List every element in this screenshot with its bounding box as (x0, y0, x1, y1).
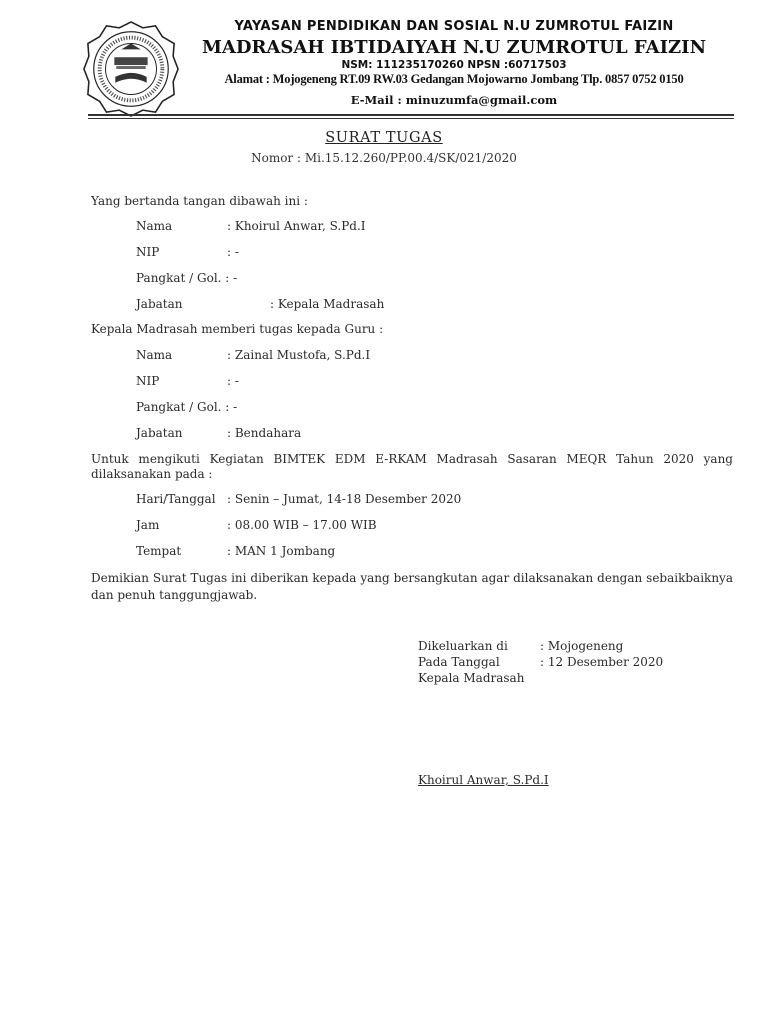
assignee-position-label: Jabatan (136, 426, 183, 440)
event-time-label: Jam (136, 518, 160, 532)
intro-text: Yang bertanda tangan dibawah ini : (91, 194, 308, 208)
event-place-label: Tempat (136, 544, 182, 558)
assignee-position-value: : Bendahara (227, 426, 302, 440)
assignee-nip-value: : - (227, 374, 239, 388)
school-name: MADRASAH IBTIDAIYAH N.U ZUMROTUL FAIZIN (201, 37, 707, 58)
event-place-value: : MAN 1 Jombang (227, 544, 336, 558)
assignment-intro: Kepala Madrasah memberi tugas kepada Guru : (91, 322, 384, 336)
assignee-name-value: : Zainal Mustofa, S.Pd.I (227, 348, 371, 362)
signer-rank-row: Pangkat / Gol. : - (136, 271, 238, 285)
signature-name: Khoirul Anwar, S.Pd.I (418, 773, 549, 787)
event-date-label: Hari/Tanggal (136, 492, 216, 506)
letterhead-divider-thick (88, 114, 734, 116)
issued-date-value: : 12 Desember 2020 (540, 655, 664, 669)
school-address: Alamat : Mojogeneng RT.09 RW.03 Gedangan Mojowarno Jombang Tlp. 0857 0752 0150 (224, 72, 684, 86)
signer-nip-label: NIP (136, 245, 160, 259)
school-email: E-Mail : minuzumfa@gmail.com (350, 93, 558, 107)
signer-nip-value: : - (227, 245, 239, 259)
madrasah-logo (82, 20, 180, 118)
signer-position-value: : Kepala Madrasah (270, 297, 385, 311)
issued-place-value: : Mojogeneng (540, 639, 624, 653)
assignee-name-label: Nama (136, 348, 173, 362)
event-date-value: : Senin – Jumat, 14-18 Desember 2020 (227, 492, 462, 506)
issued-place-label: Dikeluarkan di (418, 639, 508, 653)
signer-name-value: : Khoirul Anwar, S.Pd.I (227, 219, 366, 233)
signer-position-label: Jabatan (136, 297, 183, 311)
letter-number: Nomor : Mi.15.12.260/PP.00.4/SK/021/2020 (251, 151, 517, 165)
assignee-rank-row: Pangkat / Gol. : - (136, 400, 238, 414)
letterhead-divider-thin (88, 118, 734, 119)
foundation-name: YAYASAN PENDIDIKAN DAN SOSIAL N.U ZUMROTUL FAIZIN (234, 19, 674, 34)
signer-name-label: Nama (136, 219, 173, 233)
signer-position-caption: Kepala Madrasah (418, 671, 525, 685)
letter-title: SURAT TUGAS (325, 130, 443, 146)
event-time-value: : 08.00 WIB – 17.00 WIB (227, 518, 377, 532)
closing-paragraph: Demikian Surat Tugas ini diberikan kepada yang bersangkutan agar dilaksanakan dengan sebaikbaiknya dan penuh tanggungjawab. (91, 571, 733, 602)
issued-date-label: Pada Tanggal (418, 655, 500, 669)
school-id-numbers: NSM: 111235170260 NPSN :60717503 (341, 59, 567, 71)
assignee-nip-label: NIP (136, 374, 160, 388)
purpose-paragraph: Untuk mengikuti Kegiatan BIMTEK EDM E-RKAM Madrasah Sasaran MEQR Tahun 2020 yang dilaksanakan pada : (91, 452, 733, 481)
